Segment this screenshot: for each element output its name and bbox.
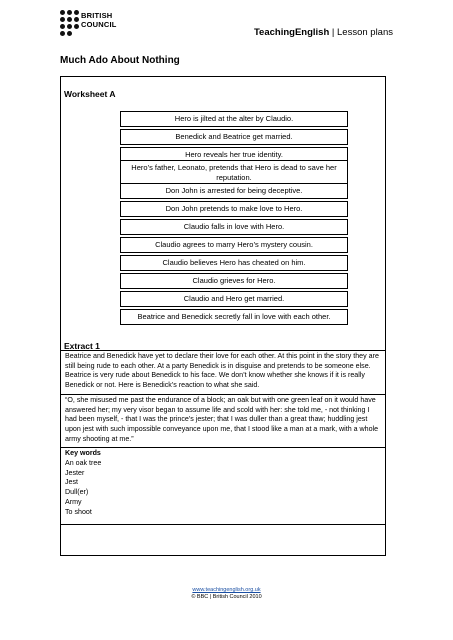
keyword-item: An oak tree <box>65 459 102 468</box>
event-card: Hero is jilted at the alter by Claudio. <box>120 111 348 127</box>
extract-quote: “O, she misused me past the endurance of a block; an oak but with one green leaf on it would have answered her; my very visor began to assume life and scold with her: she told me, - not thinking I had been myself, - that I was the prince’s jester; that I was duller than a great thaw; huddling jest upon jest with such impossible conveyance upon me, that I stood like a man at a mark, with a whole army shooting at me.” <box>61 394 386 448</box>
keyword-item: To shoot <box>65 507 92 516</box>
event-card: Don John pretends to make love to Hero. <box>120 201 348 217</box>
footer <box>0 587 453 601</box>
worksheet-label: Worksheet A <box>64 89 116 99</box>
extract-intro: Beatrice and Benedick have yet to declare their love for each other. At this point in the story they are still being rude to each other. At a party Benedick is in disguise and pretends to be someone else. Beatrice is very rude about Benedick to his face. We don’t know whether she knows if it is really Benedick or not. Here is Benedick’s reaction to what she said. <box>61 351 386 395</box>
event-card: Hero’s father, Leonato, pretends that Hero is dead to save her reputation. <box>120 160 348 185</box>
key-words-heading: Key words <box>65 449 101 458</box>
logo-text: BRITISH COUNCIL <box>81 11 117 29</box>
brand-heading <box>254 27 393 38</box>
event-card: Claudio believes Hero has cheated on him. <box>120 255 348 271</box>
keyword-item: Army <box>65 497 82 506</box>
page-title: Much Ado About Nothing <box>60 55 180 66</box>
event-card: Claudio falls in love with Hero. <box>120 219 348 235</box>
key-words-cell <box>61 448 386 525</box>
footer-copyright: © BBC | British Council 2010 <box>191 594 262 600</box>
keyword-item: Dull(er) <box>65 488 89 497</box>
event-card: Benedick and Beatrice get married. <box>120 129 348 145</box>
event-card: Claudio and Hero get married. <box>120 291 348 307</box>
brand-rest: | Lesson plans <box>329 27 393 38</box>
footer-link[interactable]: www.teachingenglish.org.uk <box>192 587 261 593</box>
brand-bold: TeachingEnglish <box>253 27 330 38</box>
event-card: Claudio grieves for Hero. <box>120 273 348 289</box>
extract-label: Extract 1 <box>64 341 100 351</box>
keyword-item: Jester <box>65 468 85 477</box>
extract-table <box>60 350 386 525</box>
event-card: Claudio agrees to marry Hero’s mystery cousin. <box>120 237 348 253</box>
keyword-item: Jest <box>65 478 79 487</box>
event-card: Don John is arrested for being deceptive. <box>120 183 348 199</box>
logo-dots-icon <box>60 10 80 40</box>
event-card: Beatrice and Benedick secretly fall in love with each other. <box>120 309 348 325</box>
event-card: Hero reveals her true identity. <box>120 147 348 163</box>
